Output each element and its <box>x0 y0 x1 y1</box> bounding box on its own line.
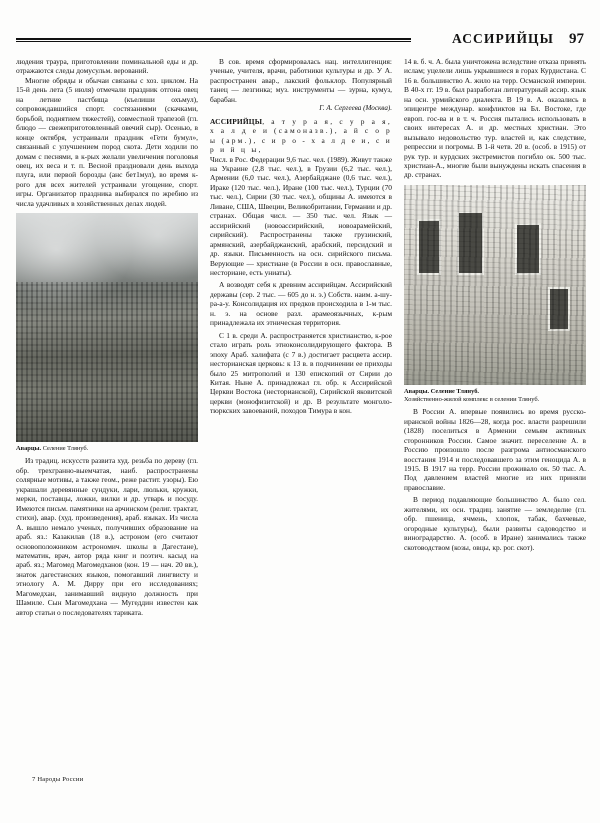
column-grid <box>16 57 586 799</box>
paragraph: В сов. время сформировалась нац. интеллигенция: ученые, учителя, врачи, работники культуры и др. У А. распространен авар., лакский фольклор. Популярный танец — лезгинка; муз. инструменты — зурна, кумуз, барабан. <box>210 57 392 104</box>
page-title: АССИРИЙЦЫ <box>446 31 554 47</box>
paragraph: Из традиц. искусств развита худ. резьба по дереву (гл. обр. трехгранно-выемчатая, наиб. распространены солярные мотивы, а также геом., реже растит. узоры). Ею украшали деревянные сундуки, лари, люльки, кружки, мерки, поставцы, ложки, вилки и др. утварь и посуду. Имеются письм. памятники на арчинском (религ. трактат, стихи), авар. (худ. произведения), араб. языках. Из числа А. вышло немало ученых, получивших образование на араб. яз.: Казакилав (18 в.), астроном (его считают основоположником астрономич. школы в Дагестане), математик, врач, автор ряда книг и поэтич. касыд на араб. яз.; Магомед Магомедханов (кон. 19 — нач. 20 вв.), знаток дагестанских языков, помогавший лингвисту и этнологу А. М. Дирру при его исследованиях; Магомедхан, занимавший видную должность при Шамиле. Сын Магомедхана — Мугеддин известен как автор статьи о последователях тариката. <box>16 456 198 617</box>
column-three <box>404 57 586 799</box>
caption-subject: Аварцы. Селение Тлянуб. <box>404 387 480 395</box>
paragraph: людения траура, приготовлении поминальной еды и др. отражаются следы домусульм. верований. <box>16 57 198 76</box>
caption-subject: Аварцы. <box>16 445 42 453</box>
entry-heading-paragraph <box>210 117 392 155</box>
entry-headword: АССИРИЙЦЫ <box>210 116 263 126</box>
window-shape <box>419 221 439 273</box>
photo-caption-left <box>16 445 198 453</box>
paragraph: А возводят себя к древним ассирийцам. Ассирийский державы (сер. 2 тыс. — 605 до н. э.) Собств. наим. а-шу-ра-а-у. Консолидация их предков происходила в 1-м тыс. н. э. на основе разл. арамеоязычных, к-рым принадлежала их этническая территория. <box>210 280 392 328</box>
paragraph: В период подавляющие большинство А. было сел. жителями, их осн. традиц. занятие — земледелие (гл. обр. пшеница, ячмень, хлопок, табак, бахчевые, огородные культуры), были развиты садоводство и виноградарство. А. (особ. в Иране) занимались также скотоводством (козы, овцы, кр. рог. скот). <box>404 495 586 552</box>
column-one <box>16 57 198 799</box>
author-signature: Г. А. Сергеева (Москва). <box>319 104 392 113</box>
window-shape <box>550 289 568 329</box>
caption-text: Селение Тлянуб. <box>41 445 89 453</box>
paragraph: С 1 в. среди А. распространяется христианство, к-рое стало играть роль этноконсолидирующего фактора. В эпоху Араб. халифата (с 7 в.) достигает расцвета ассир. несторианская церковь: к 13 в. в подчинении ее приходы было 25 митрополий и 130 епископий от Сирии до Китая. Ныне А. принадлежал гл. обр. к Ассирийской Церкви Востока (несторианской), Сирийской яковитской церкви (монофизитской) и др. В результате монголо-тюркских завоеваний, походов Тимура в кон. <box>210 330 392 416</box>
window-shape <box>459 213 483 273</box>
paragraph: Числ. в Рос. Федерации 9,6 тыс. чел. (1989). Живут также на Украине (2,8 тыс. чел.), в Грузии (6,2 тыс. чел.), Армении (6,0 тыс. чел.), Азербайджане (0,6 тыс. чел.), Ираке (120 тыс. чел.), Иране (100 тыс. чел.), Турции (70 тыс. чел.), Сирии (30 тыс. чел.), общины А. имеются в Ливане, США, Швеции, Великобритании, Германии и др. странах. Общая числ. — 350 тыс. чел. Язык — ассирийский (новоассирийский, новоарамейский, сирийский). Распространены также грузинский, армянский, азербайджанский, арабский, персидский и др. языки. Письменность на осн. сирийского письма. Верующие — христиане (в России в осн. православные, несториане, есть униаты). <box>210 154 392 277</box>
photo-house-complex <box>404 185 586 385</box>
page-number: 97 <box>563 31 584 48</box>
photo-image <box>16 213 198 442</box>
paragraph: 14 в. б. ч. А. была уничтожена вследствие отказа принять ислам; уцелели лишь укрывшиеся в горах Курдистана. С 16 в. большинство А. жило на терр. Османской империи. В 40-х гг. 19 в. был разработан литературный ассир. язык на осн. урмийского диалекта. В 19 в. А. оказались в эпицентре междунар. конфликтов на Бл. Востоке, где европ. гос-ва и в т. ч. Россия пытались использовать в своих интересах А. и др. местных христиан. Это вызывало недовольство тур. властей и, как следствие, репрессии и погромы. В 1-й четв. 20 в. (особ. в 1915) от рук тур. и курдских экстремистов погибло ок. 500 тыс. христиан-А., многие были вынуждены искать спасения в др. странах. <box>404 57 586 180</box>
running-head <box>16 26 584 52</box>
paragraph: Многие обряды и обычаи связаны с хоз. циклом. На 15-й день лета (5 июля) отмечали праздник отгона овец на летние пастбища (къелиши охъмул), сопровождавшийся спорт. состязаниями (скачками, борьбой, поднятием тяжестей), совместной трапезой (гл. блюдо — свежеприготовленный овечий сыр). Осенью, в конце октября, устраивали праздник «Гети бумул», связанный с улучшением пород скота. Дети ходили по домам с песнями, в к-рых желали увеличения поголовья овец, их веса и т. п. Весной праздновали день выхода плуга, или первой борозды (анс бет1мул), во время к-рого для всех жителей устраивали угощение, спорт. игры. Организатор праздника выбирался по жребию из числа удачливых в хозяйственных делах людей. <box>16 75 198 208</box>
footer-signature: 7 Народы России <box>32 776 84 783</box>
photo-image <box>404 185 586 385</box>
photo-caption-right-text: Хозяйственно-жилой комплекс в селении Тлянуб. <box>404 396 540 404</box>
paragraph: В России А. впервые появились во время русско-иранской войны 1826—28, когда рос. власти разрешили (1828) поселиться в Армении семьям активных сторонников России. Самое значит. переселение А. в Россию произошло после разгрома антиосманского восстания 1914 и последовавшего за этим геноцида А. в 1915. В 1917 на терр. России проживало ок. 50 тыс. А. Под давлением властей многие из них приняли православие. <box>404 407 586 492</box>
header-rule <box>16 38 411 42</box>
photo-village-mountain <box>16 213 198 442</box>
column-two <box>210 57 392 799</box>
entry-alt-names: , а т у р а я, с у р а я, х а л д е и (самоназв.), а й с о р ы (арм.), с и р о - х а л д е и, с и р и й ц ы, <box>210 116 392 155</box>
window-shape <box>517 225 539 273</box>
photo-caption-right-title <box>404 388 586 396</box>
